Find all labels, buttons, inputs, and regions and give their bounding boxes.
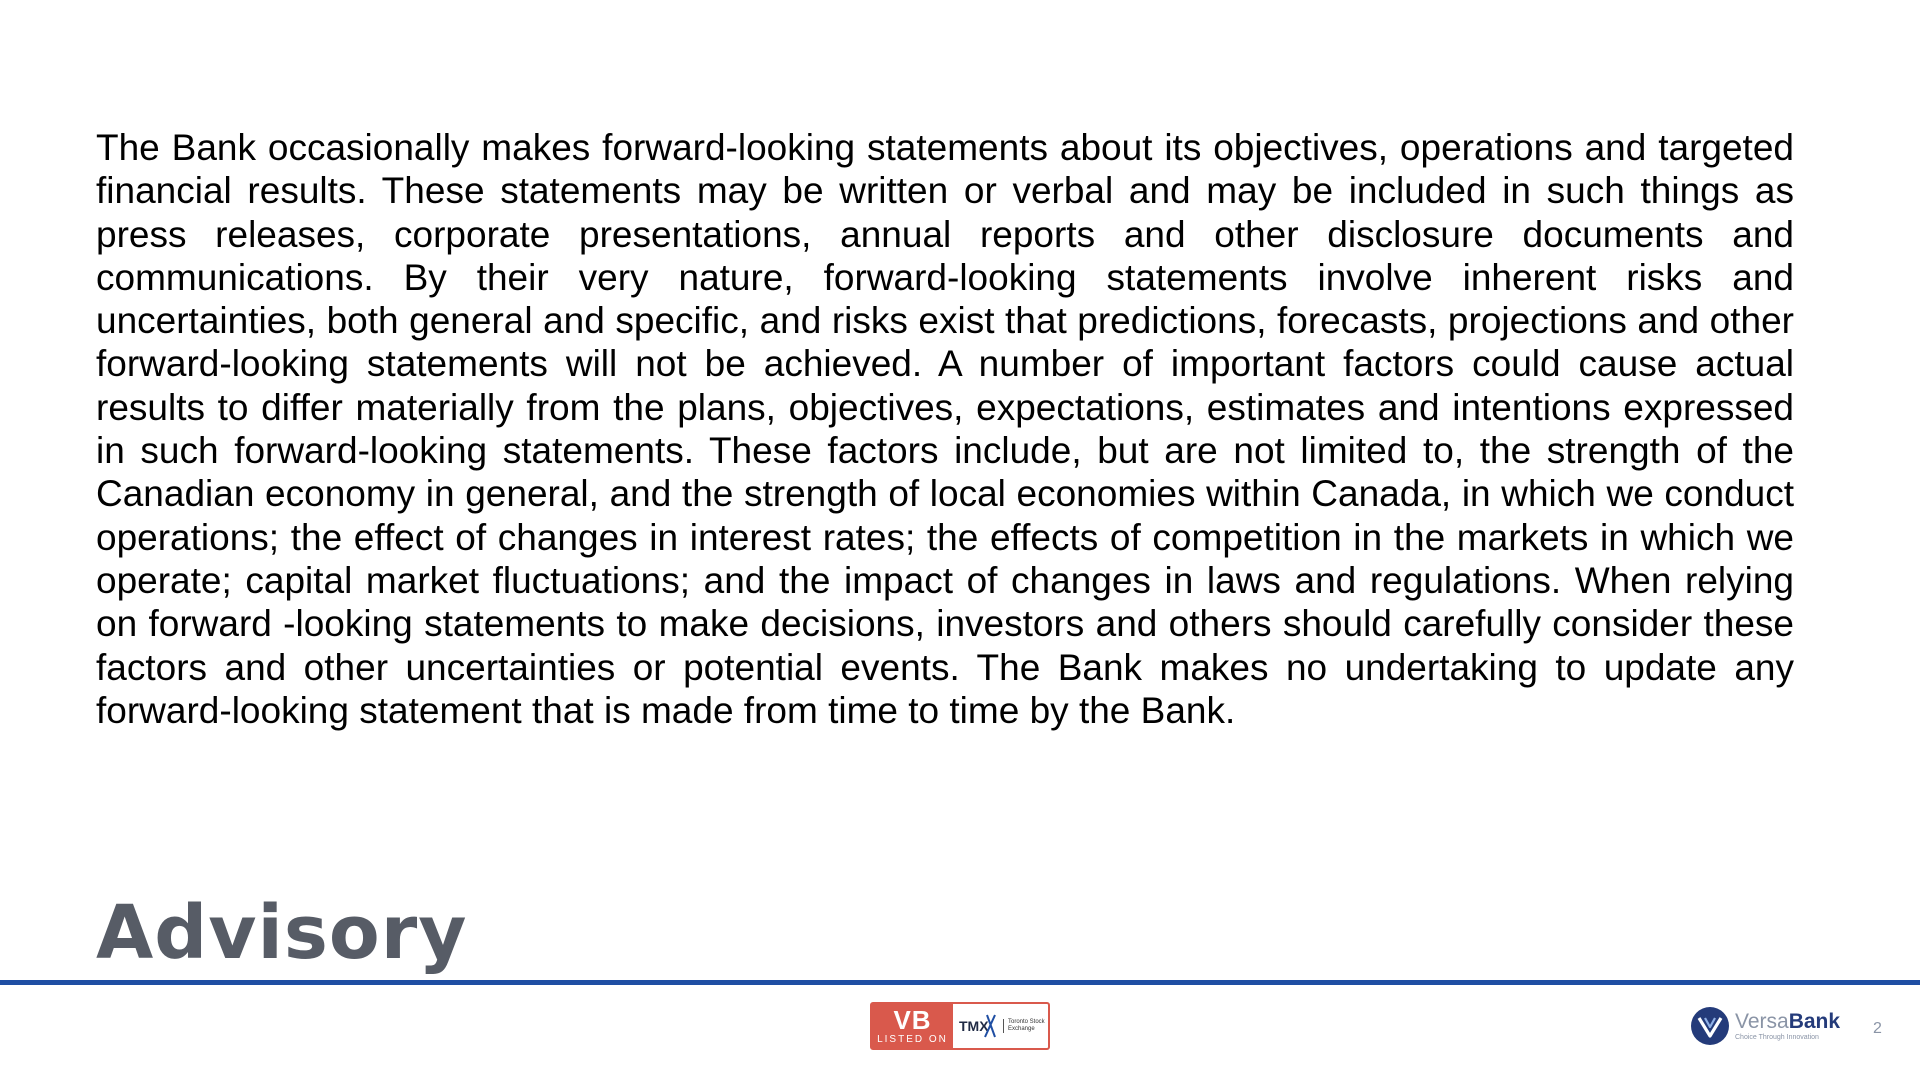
footer-divider xyxy=(0,980,1920,985)
logo-name-bold: Bank xyxy=(1788,1009,1841,1033)
logo-name-light: Versa xyxy=(1735,1009,1789,1033)
logo-text xyxy=(1735,1011,1840,1042)
slide-title: Advisory xyxy=(96,890,468,976)
listed-on-label: LISTED ON xyxy=(877,1033,948,1045)
exchange-name: Toronto Stock Exchange xyxy=(1003,1019,1048,1033)
versabank-v-icon xyxy=(1690,1006,1730,1046)
tmx-wordmark: TMX xyxy=(959,1018,989,1034)
advisory-body-text: The Bank occasionally makes forward-looking statements about its objectives, operations and targeted financial results. These statements may be written or verbal and may be included in such things as press releases, corporate presentations, annual reports and other disclosure documents and communications. By their very nature, forward-looking statements involve inherent risks and uncertainties, both general and specific, and risks exist that predictions, forecasts, projections and other forward-looking statements will not be achieved. A number of important factors could cause actual results to differ materially from the plans, objectives, expectations, estimates and intentions expressed in such forward-looking statements. These factors include, but are not limited to, the strength of the Canadian economy in general, and the strength of local economies within Canada, in which we conduct operations; the effect of changes in interest rates; the effects of competition in the markets in which we operate; capital market fluctuations; and the impact of changes in laws and regulations. When relying on forward -looking statements to make decisions, investors and others should carefully consider these factors and other uncertainties or potential events. The Bank makes no undertaking to update any forward-looking statement that is made from time to time by the Bank. xyxy=(96,127,1794,731)
logo-name xyxy=(1735,1011,1840,1033)
ticker-symbol: VB xyxy=(893,1004,932,1035)
tmx-logo-icon xyxy=(959,1011,997,1041)
page-number: 2 xyxy=(1873,1020,1882,1037)
ticker-block xyxy=(872,1004,953,1048)
logo-tagline: Choice Through Innovation xyxy=(1735,1033,1819,1041)
tsx-listing-badge xyxy=(870,1002,1050,1050)
versabank-logo xyxy=(1690,1004,1840,1048)
exchange-block xyxy=(953,1004,1048,1048)
